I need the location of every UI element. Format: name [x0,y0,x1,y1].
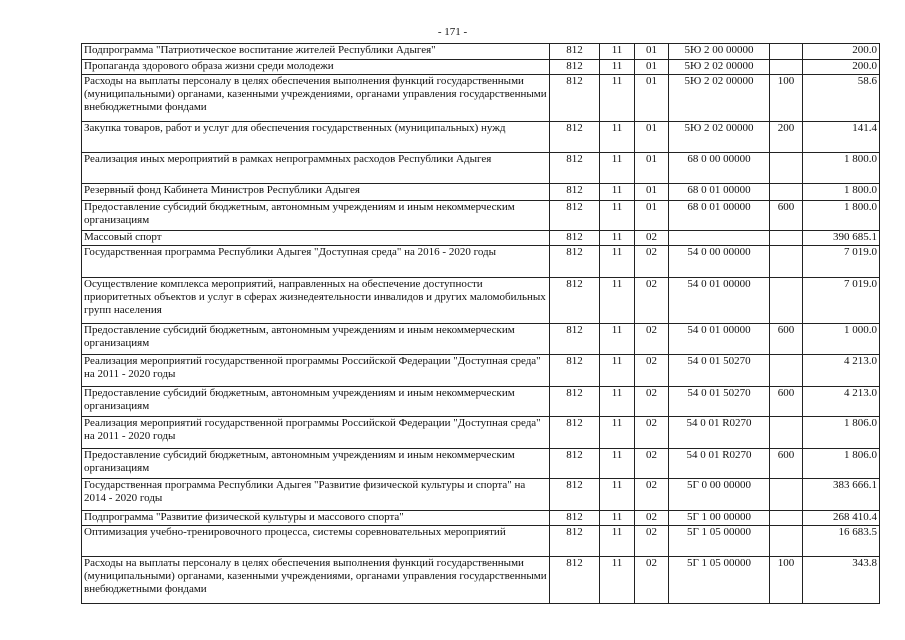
ministry-code: 812 [550,355,600,387]
table-row [82,122,880,153]
item-name: Пропаганда здорового образа жизни среди молодежи [82,60,550,75]
ministry-code: 812 [550,122,600,153]
amount: 1 806.0 [803,417,880,449]
amount: 268 410.4 [803,511,880,526]
target-article-code: 54 0 00 00000 [669,246,770,278]
table-row [82,449,880,479]
expense-type-code [770,60,803,75]
amount: 1 000.0 [803,324,880,355]
expense-type-code [770,511,803,526]
subsection-code: 02 [635,479,669,511]
subsection-code: 02 [635,355,669,387]
subsection-code: 01 [635,60,669,75]
section-code: 11 [600,278,635,324]
amount: 58.6 [803,75,880,122]
expense-type-code: 600 [770,449,803,479]
target-article-code: 5Г 1 05 00000 [669,526,770,557]
item-name: Государственная программа Республики Адыгея "Развитие физической культуры и спорта" на 2014 - 2020 годы [82,479,550,511]
ministry-code: 812 [550,75,600,122]
target-article-code: 54 0 01 R0270 [669,449,770,479]
ministry-code: 812 [550,246,600,278]
section-code: 11 [600,231,635,246]
item-name: Резервный фонд Кабинета Министров Республики Адыгея [82,184,550,201]
item-name: Оптимизация учебно-тренировочного процесса, системы соревновательных мероприятий [82,526,550,557]
target-article-code: 5Ю 2 02 00000 [669,60,770,75]
subsection-code: 02 [635,387,669,417]
subsection-code: 02 [635,246,669,278]
item-name: Предоставление субсидий бюджетным, автономным учреждениям и иным некоммерческим организациям [82,449,550,479]
ministry-code: 812 [550,417,600,449]
amount: 390 685.1 [803,231,880,246]
subsection-code: 02 [635,557,669,604]
amount: 200.0 [803,44,880,60]
amount: 343.8 [803,557,880,604]
section-code: 11 [600,355,635,387]
ministry-code: 812 [550,153,600,184]
subsection-code: 01 [635,122,669,153]
target-article-code: 5Ю 2 00 00000 [669,44,770,60]
ministry-code: 812 [550,201,600,231]
subsection-code: 02 [635,417,669,449]
expense-type-code [770,479,803,511]
section-code: 11 [600,44,635,60]
ministry-code: 812 [550,511,600,526]
amount: 7 019.0 [803,278,880,324]
expense-type-code [770,278,803,324]
budget-table [81,43,880,604]
amount: 1 800.0 [803,184,880,201]
expense-type-code [770,153,803,184]
subsection-code: 02 [635,324,669,355]
target-article-code: 54 0 01 00000 [669,324,770,355]
ministry-code: 812 [550,324,600,355]
target-article-code: 5Г 1 00 00000 [669,511,770,526]
table-row [82,511,880,526]
section-code: 11 [600,184,635,201]
item-name: Государственная программа Республики Адыгея "Доступная среда" на 2016 - 2020 годы [82,246,550,278]
ministry-code: 812 [550,387,600,417]
subsection-code: 02 [635,511,669,526]
expense-type-code: 100 [770,557,803,604]
subsection-code: 01 [635,75,669,122]
table-row [82,417,880,449]
target-article-code: 68 0 01 00000 [669,201,770,231]
amount: 4 213.0 [803,355,880,387]
amount: 1 806.0 [803,449,880,479]
expense-type-code [770,184,803,201]
expense-type-code [770,355,803,387]
section-code: 11 [600,526,635,557]
subsection-code: 01 [635,201,669,231]
table-row [82,231,880,246]
item-name: Расходы на выплаты персоналу в целях обеспечения выполнения функций государственными (муниципальными) органами, казенными учреждениями, органами управления государственными внебюджетными фондами [82,75,550,122]
table-row [82,201,880,231]
item-name: Расходы на выплаты персоналу в целях обеспечения выполнения функций государственными (муниципальными) органами, казенными учреждениями, органами управления государственными внебюджетными фондами [82,557,550,604]
expense-type-code [770,44,803,60]
table-row [82,75,880,122]
ministry-code: 812 [550,184,600,201]
target-article-code: 5Ю 2 02 00000 [669,75,770,122]
ministry-code: 812 [550,44,600,60]
amount: 16 683.5 [803,526,880,557]
subsection-code: 02 [635,231,669,246]
ministry-code: 812 [550,278,600,324]
subsection-code: 02 [635,526,669,557]
item-name: Предоставление субсидий бюджетным, автономным учреждениям и иным некоммерческим организациям [82,324,550,355]
subsection-code: 01 [635,153,669,184]
item-name: Подпрограмма "Патриотическое воспитание жителей Республики Адыгея" [82,44,550,60]
item-name: Реализация иных мероприятий в рамках непрограммных расходов Республики Адыгея [82,153,550,184]
table-row [82,153,880,184]
target-article-code: 5Г 0 00 00000 [669,479,770,511]
item-name: Осуществление комплекса мероприятий, направленных на обеспечение доступности приоритетных объектов и услуг в сферах жизнедеятельности инвалидов и других маломобильных групп населения [82,278,550,324]
section-code: 11 [600,557,635,604]
table-row [82,184,880,201]
target-article-code: 5Ю 2 02 00000 [669,122,770,153]
item-name: Предоставление субсидий бюджетным, автономным учреждениям и иным некоммерческим организациям [82,201,550,231]
subsection-code: 02 [635,278,669,324]
target-article-code: 5Г 1 05 00000 [669,557,770,604]
section-code: 11 [600,387,635,417]
expense-type-code: 600 [770,324,803,355]
ministry-code: 812 [550,449,600,479]
table-row [82,60,880,75]
item-name: Массовый спорт [82,231,550,246]
expense-type-code: 600 [770,387,803,417]
section-code: 11 [600,324,635,355]
subsection-code: 02 [635,449,669,479]
subsection-code: 01 [635,44,669,60]
section-code: 11 [600,449,635,479]
target-article-code: 54 0 01 R0270 [669,417,770,449]
table-row [82,526,880,557]
item-name: Реализация мероприятий государственной программы Российской Федерации "Доступная среда" на 2011 - 2020 годы [82,355,550,387]
target-article-code [669,231,770,246]
item-name: Закупка товаров, работ и услуг для обеспечения государственных (муниципальных) нужд [82,122,550,153]
table-row [82,44,880,60]
ministry-code: 812 [550,231,600,246]
section-code: 11 [600,75,635,122]
table-row [82,557,880,604]
ministry-code: 812 [550,557,600,604]
budget-table-body [82,44,880,604]
table-row [82,355,880,387]
section-code: 11 [600,201,635,231]
ministry-code: 812 [550,526,600,557]
expense-type-code: 600 [770,201,803,231]
ministry-code: 812 [550,479,600,511]
expense-type-code [770,417,803,449]
table-row [82,278,880,324]
section-code: 11 [600,417,635,449]
item-name: Реализация мероприятий государственной программы Российской Федерации "Доступная среда" на 2011 - 2020 годы [82,417,550,449]
amount: 141.4 [803,122,880,153]
amount: 7 019.0 [803,246,880,278]
expense-type-code: 200 [770,122,803,153]
table-row [82,246,880,278]
item-name: Предоставление субсидий бюджетным, автономным учреждениям и иным некоммерческим организациям [82,387,550,417]
amount: 1 800.0 [803,201,880,231]
section-code: 11 [600,511,635,526]
table-row [82,387,880,417]
expense-type-code: 100 [770,75,803,122]
expense-type-code [770,246,803,278]
section-code: 11 [600,479,635,511]
amount: 4 213.0 [803,387,880,417]
target-article-code: 68 0 00 00000 [669,153,770,184]
table-row [82,324,880,355]
target-article-code: 54 0 01 50270 [669,387,770,417]
expense-type-code [770,526,803,557]
page-number: - 171 - [437,26,468,38]
table-row [82,479,880,511]
ministry-code: 812 [550,60,600,75]
section-code: 11 [600,122,635,153]
subsection-code: 01 [635,184,669,201]
expense-type-code [770,231,803,246]
section-code: 11 [600,60,635,75]
target-article-code: 68 0 01 00000 [669,184,770,201]
target-article-code: 54 0 01 00000 [669,278,770,324]
amount: 383 666.1 [803,479,880,511]
section-code: 11 [600,246,635,278]
amount: 1 800.0 [803,153,880,184]
target-article-code: 54 0 01 50270 [669,355,770,387]
section-code: 11 [600,153,635,184]
amount: 200.0 [803,60,880,75]
item-name: Подпрограмма "Развитие физической культуры и массового спорта" [82,511,550,526]
